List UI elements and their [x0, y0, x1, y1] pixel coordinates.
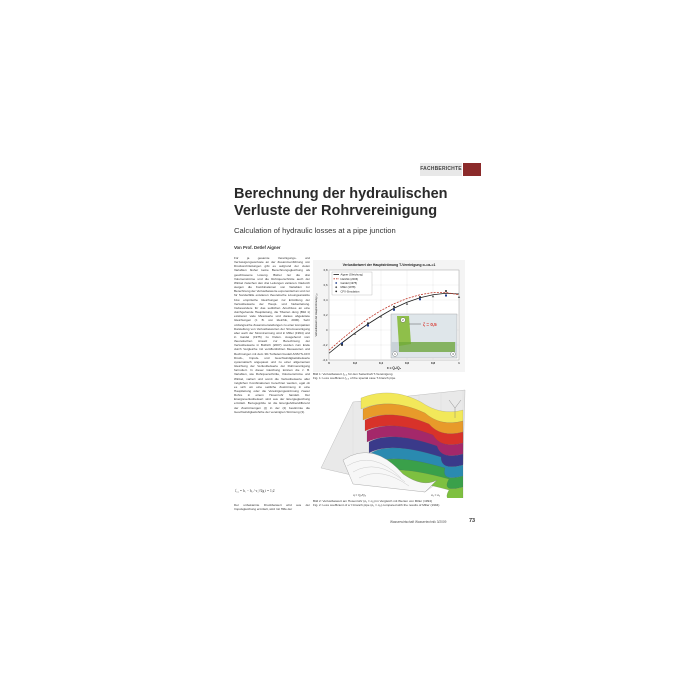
- y-tick-label: -0,2: [322, 343, 328, 347]
- article-title: [234, 186, 474, 220]
- legend-swatch: [335, 291, 337, 293]
- figure-2-caption-de: Bild 2: Verlustbeiwert am Hosenrohr (α₁ = α₂) im Vergleich mit Werten von Miller (1994): [313, 499, 432, 503]
- 3d-surface-plot: [313, 380, 473, 498]
- title-line-1: Berechnung der hydraulischen: [234, 186, 448, 202]
- surface-axis-label-side: α₁ = α₂: [431, 493, 441, 497]
- inset-junction-photo: [391, 314, 457, 358]
- y-tick-label: 0,6: [323, 283, 328, 287]
- figure-1-caption-de: Bild 1: Verlustbeiwert ζ₁,₃ für den Seitenhaft T-Vereinigung: [313, 372, 393, 376]
- formula-graphic: [234, 480, 310, 500]
- figure-2-caption-en: Fig. 2: Loss coefficient of a Y-branch pipe (α₁ = α₂) compared with the results of Miller (1994): [313, 503, 440, 507]
- loss-coefficient-formula: [234, 480, 310, 500]
- legend-swatch: [335, 286, 337, 288]
- inset-bubble-label: ζ = 0,5: [423, 322, 437, 327]
- legend-entry: Gardel (1975): [340, 282, 358, 285]
- loss-coefficient-chart: [313, 260, 465, 372]
- x-axis-label: x = Q₂/Q₃: [386, 366, 402, 370]
- x-tick-label: 0,4: [378, 361, 384, 365]
- series-point: [445, 290, 447, 292]
- series-point: [445, 295, 447, 297]
- chart-legend: [332, 272, 372, 295]
- surface-axis-label-front: q = Q₂/Q₃: [353, 493, 366, 497]
- legend-entry: Miller (1978): [340, 286, 356, 290]
- inset-flow-field: [399, 342, 455, 352]
- junction-label-3: 3: [452, 352, 454, 357]
- legend-entry: CFX-Simulation: [340, 290, 360, 294]
- figure-1: [313, 260, 465, 372]
- x-tick-label: 1: [458, 361, 460, 365]
- chart-title: Verlustbeiwert der Hauptströmung T-Vereinigung α₁=α₂=1: [342, 263, 436, 267]
- y-axis-label: Verlustbeiwert der Hauptströmung ζ₁₃: [315, 293, 318, 337]
- body-text-continued: Der unbekannte Druckbeiwert wird aus der Impulsgleichung ermittelt, wird mit Hilfe der: [234, 503, 310, 512]
- x-tick-label: 0,2: [352, 361, 358, 365]
- y-tick-label: 0: [325, 328, 328, 332]
- figure-1-caption: [313, 372, 473, 380]
- series-point: [419, 296, 421, 298]
- article-subtitle: Calculation of hydraulic losses at a pipe junction: [234, 226, 396, 235]
- junction-label-2: 2: [402, 318, 404, 323]
- x-tick-label: 0: [328, 361, 330, 365]
- body-text-column: Für ja gesamte Vereinigungs- und Verzweigungsverluste an der Zusammenführung von Drucksrohrleitungen gibt es aufgrund der vielen Variablen bisher keine Berechnungsgleichung als geschlossene Lösung. Bisher nur die drei Volumenströme und die Rohrquerschnitte auch der Winkel zwischen den drei Leitungen variieren. Dadurch steigen die Kombinationen von Variablen zur Berechnung der Verlustbeiwerte exponentiell an und nur für Sonderfälle existieren theoretische Lösungsansätze bzw. empirische Gleichungen zur Ermittlung der Verlustbeiwerte der Haupt- und Nebenleitung. Insbesondere für das seitlichen Anschluss an eine durchgehende Hauptleitung, die Tiberien dung (Bild 1) existieren viele Messwerte und daraus abgeleitete Gleichungen (z. B. von Idelchik, 2006). Sehr umfangreiche Zusammenstellungen zu einer kompakten Darstellung von Verlustbeiwerten der Stromvereinigung aber auch der Stromtrennung sind in Miller (1994) und in Gardel (1975) zu finden. Ausgehend vom theoretischen Ansatz zur Berechnung der Verlustbeiwerte in Bollrich (2007) wurden zum Ende durch Vergleiche mit veröffentlichten Messwerten und Rechnungen mit dem 3D-Turbulenzmodell ANSYS-CFX Druck-, Impuls- und Geschwindigkeitsbeiwerte systematisch angepasst und zu einer allgemeinen Gleichung der Verlustbeiwerte der Rohrvereinigung formuliert. In dieser Gleichung können die z. B. Variablen, wie Rohrquerschnitte, Volumenströme und Winkel, variiert und somit die Verlustbeiwerte aller möglichen Kombinationen berechnet werden, egal ob es sich um eine seitliche Zuströmung in eine Hauptleitung oder die Vereinigungsströmung zweier Rohre in einem Hosenrohr handelt. Der Energieverlustbeiwert wird aus der Energiegleichung ermittelt. Bezugsgröße ist die Energiehöhendifferenz der Zuströmungen (ζ) in der (2) bestimmte die Geschwindigkeitshöhe der vereinigten Strömung (3).: [234, 256, 310, 414]
- legend-swatch: [335, 282, 337, 284]
- figure-2: [313, 380, 473, 498]
- junction-label-1: 1: [394, 352, 396, 357]
- x-tick-label: 0,8: [430, 361, 436, 365]
- journal-footer: Wasserwirtschaft Wassertechnik 3/2009: [390, 520, 447, 524]
- article-author: Von Prof. Detlef Aigner: [234, 245, 281, 250]
- x-tick-label: 0,6: [404, 361, 410, 365]
- y-tick-label: 0,4: [323, 298, 328, 302]
- page-number: 73: [469, 518, 476, 524]
- section-color-bar: [463, 163, 481, 176]
- title-line-2: Verluste der Rohrvereinigung: [234, 203, 438, 219]
- series-point: [367, 325, 369, 327]
- formula-text: ζ₁₃ = h₁ − h₃ / v₃²/2g i = 1;2: [235, 489, 275, 493]
- series-point: [393, 309, 395, 311]
- series-point: [393, 306, 395, 308]
- y-tick-label: 0,8: [323, 268, 328, 272]
- series-point: [419, 298, 421, 300]
- series-point: [341, 344, 343, 346]
- figure-2-caption: [313, 499, 473, 507]
- y-tick-label: 0,2: [323, 313, 328, 317]
- series-point: [367, 322, 369, 324]
- figure-1-caption-en: Fig. 1: Loss coefficient ζ₁,₃ of the special case T-branch pipe: [313, 376, 396, 380]
- section-tag: FACHBERICHTE: [420, 163, 462, 176]
- legend-entry: Idelchik (2006): [340, 277, 359, 281]
- legend-entry: Aigner (Gleichung): [340, 273, 363, 277]
- y-tick-label: -0,4: [322, 358, 328, 362]
